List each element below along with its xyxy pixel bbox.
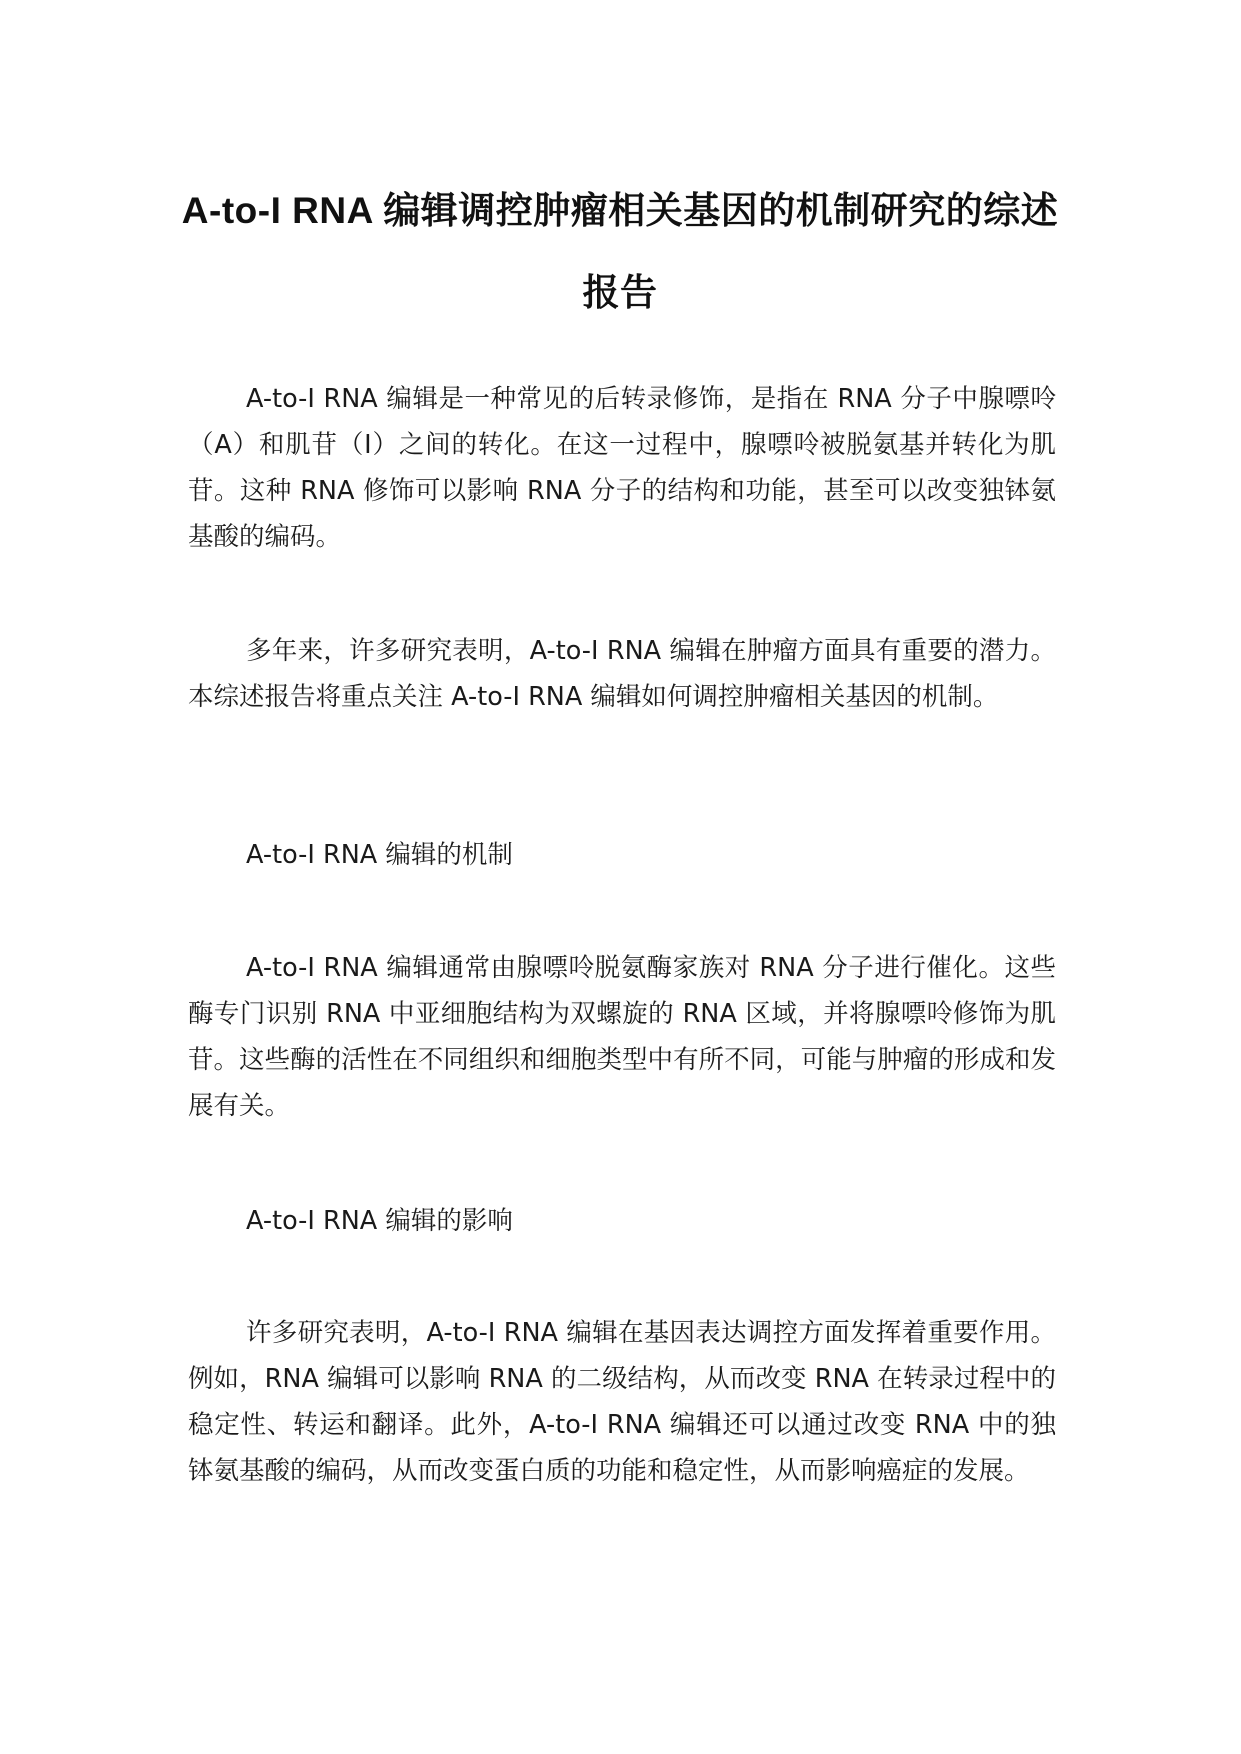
paragraph-overview: 多年来，许多研究表明，A-to-I RNA 编辑在肿瘤方面具有重要的潜力。本综述报告将重点关注 A-to-I RNA 编辑如何调控肿瘤相关基因的机制。 (188, 636, 1056, 712)
section-heading-impact: A-to-I RNA 编辑的影响 (246, 1206, 513, 1236)
paragraph-intro: A-to-I RNA 编辑是一种常见的后转录修饰，是指在 RNA 分子中腺嘌呤（A）和肌苷（I）之间的转化。在这一过程中，腺嘌呤被脱氨基并转化为肌苷。这种 RNA 修饰可以影响 RNA 分子的结构和功能，甚至可以改变独钵氨基酸的编码。 (188, 384, 1056, 552)
paragraph-mechanism: A-to-I RNA 编辑通常由腺嘌呤脱氨酶家族对 RNA 分子进行催化。这些酶专门识别 RNA 中亚细胞结构为双螺旋的 RNA 区域，并将腺嘌呤修饰为肌苷。这些酶的活性在不同组织和细胞类型中有所不同，可能与肿瘤的形成和发展有关。 (188, 953, 1056, 1121)
document-title: A-to-I RNA 编辑调控肿瘤相关基因的机制研究的综述报告 (181, 190, 1059, 313)
section-heading-mechanism: A-to-I RNA 编辑的机制 (246, 840, 513, 870)
paragraph-impact: 许多研究表明，A-to-I RNA 编辑在基因表达调控方面发挥着重要作用。例如，RNA 编辑可以影响 RNA 的二级结构，从而改变 RNA 在转录过程中的稳定性、转运和翻译。此外，A-to-I RNA 编辑还可以通过改变 RNA 中的独钵氨基酸的编码，从而改变蛋白质的功能和稳定性，从而影响癌症的发展。 (188, 1318, 1056, 1486)
